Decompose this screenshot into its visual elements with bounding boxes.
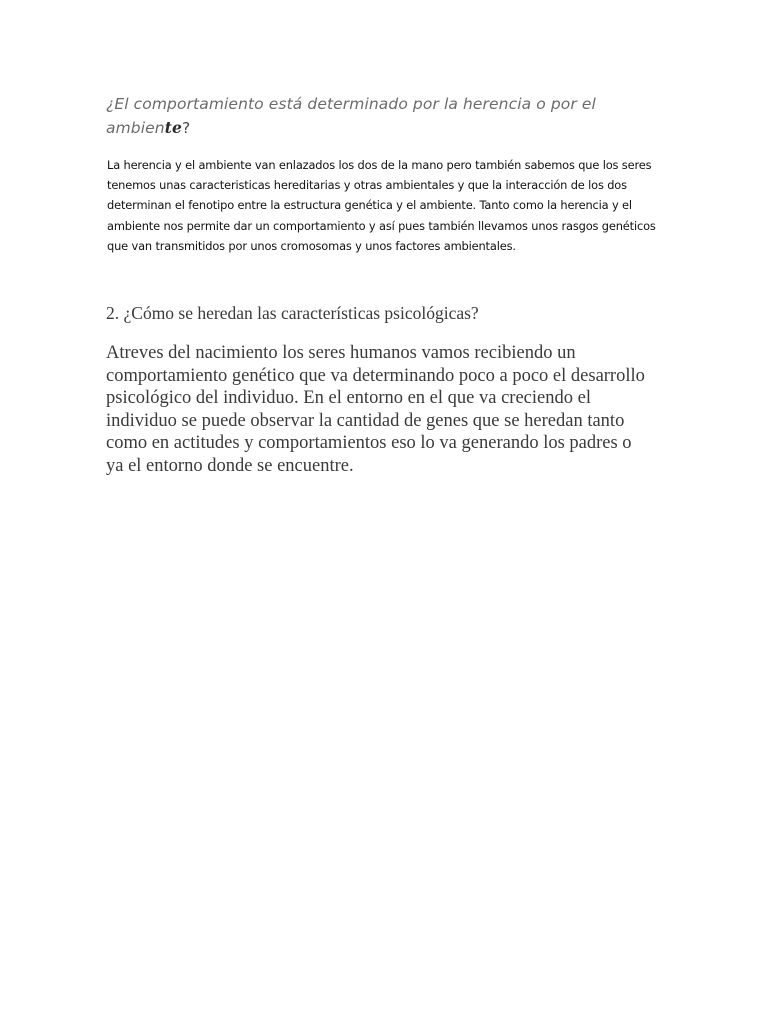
answer-2-line: individuo se puede observar la cantidad de genes que se heredan tanto [106, 410, 625, 431]
answer-2-line: psicológico del individuo. En el entorno en el que va creciendo el [106, 388, 591, 409]
question-1-heading [106, 92, 666, 140]
question-1-heading-question-mark: ? [181, 119, 191, 137]
answer-2-line: como en actitudes y comportamientos eso lo va generando los padres o [106, 433, 632, 454]
answer-2-paragraph [106, 342, 686, 478]
answer-2-line: Atreves del nacimiento los seres humanos vamos recibiendo un [106, 343, 576, 363]
answer-1-line: determinan el fenotipo entre la estructura genética y el ambiente. Tanto como la herencia y el [107, 198, 632, 213]
answer-1-line: tenemos unas caracteristicas hereditarias y otras ambientales y que la interacción de los dos [107, 178, 627, 193]
answer-1-paragraph [107, 155, 667, 256]
answer-1-line: La herencia y el ambiente van enlazados los dos de la mano pero también sabemos que los seres [107, 158, 652, 172]
answer-2-line: comportamiento genético que va determinando poco a poco el desarrollo [106, 365, 645, 386]
question-1-heading-text: ¿El comportamiento está determinado por la herencia o por el ambien [106, 95, 596, 137]
question-2-heading: 2. ¿Cómo se heredan las características psicológicas? [106, 303, 479, 323]
question-1-heading-emphasis: te [164, 118, 182, 137]
answer-1-line: que van transmitidos por unos cromosomas y unos factores ambientales. [107, 238, 516, 253]
answer-1-line: ambiente nos permite dar un comportamiento y así pues también llevamos unos rasgos genéticos [107, 218, 656, 233]
answer-2-line: ya el entorno donde se encuentre. [106, 455, 354, 476]
